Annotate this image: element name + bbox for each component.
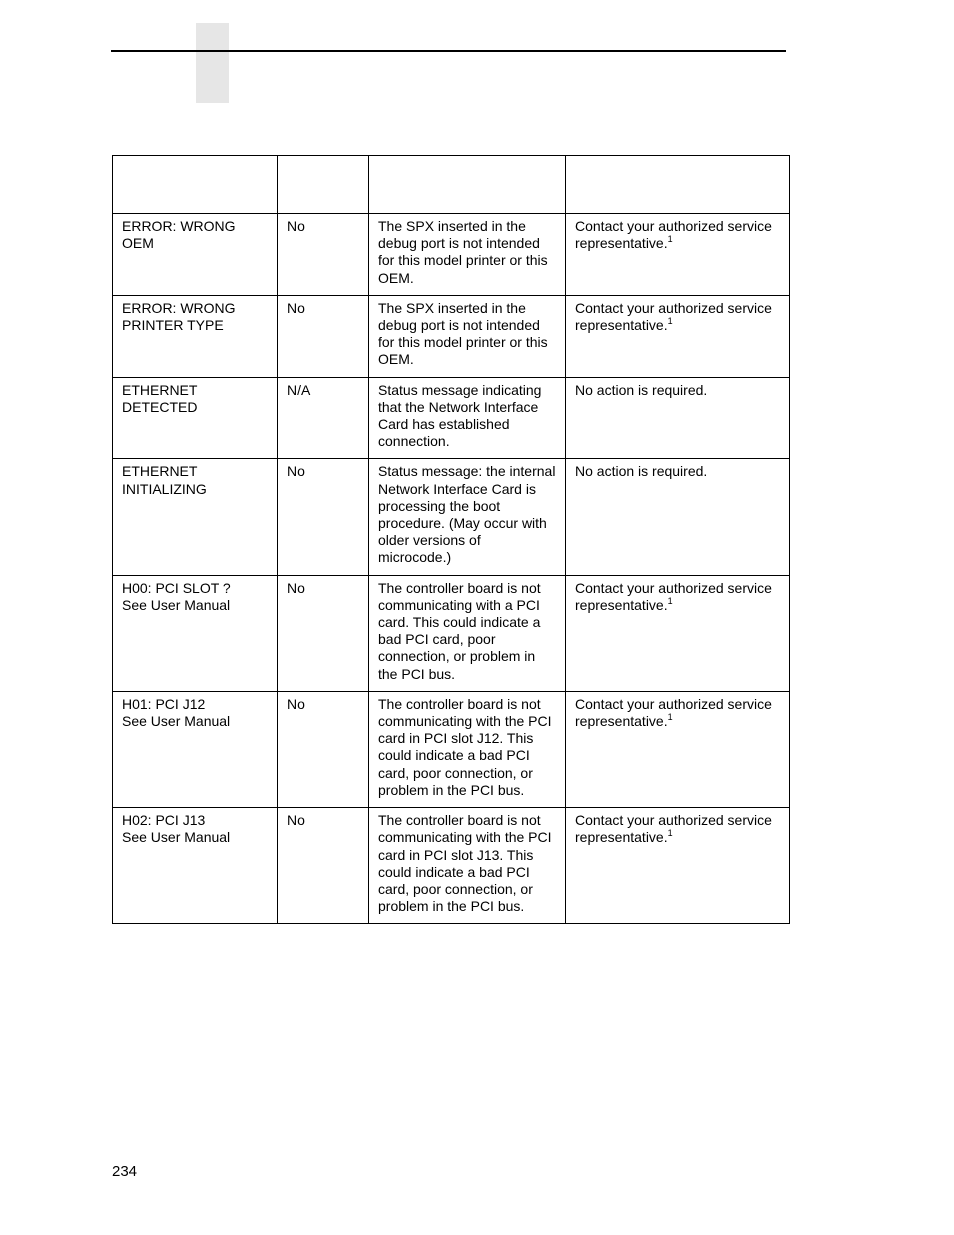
- message-line: ERROR: WRONG: [122, 299, 236, 316]
- header-rule: [111, 50, 786, 52]
- action-cell: [566, 459, 790, 575]
- explanation-cell: The SPX inserted in the debug port is not intended for this model printer or this OEM.: [369, 214, 566, 296]
- table-row: [113, 295, 790, 377]
- table-row: [113, 214, 790, 296]
- action-text: No action is required.: [575, 463, 708, 480]
- explanation-cell: Status message indicating that the Network Interface Card has established connection.: [369, 377, 566, 459]
- footnote-marker: 1: [667, 712, 673, 723]
- action-cell: [566, 377, 790, 459]
- action-cell: [566, 808, 790, 924]
- error-message-table: [112, 155, 790, 924]
- table-header-row: [113, 156, 790, 214]
- action-cell: [566, 295, 790, 377]
- table-row: [113, 459, 790, 575]
- displayed-cell: No: [278, 808, 369, 924]
- message-line: OEM: [122, 235, 154, 252]
- header-cell-displayed: [278, 156, 369, 214]
- action-text: Contact your authorized service representative.: [575, 218, 772, 252]
- message-cell: [113, 295, 278, 377]
- message-line: ERROR: WRONG: [122, 218, 236, 234]
- chapter-tab: [196, 23, 229, 103]
- action-cell: [566, 575, 790, 691]
- message-line: See User Manual: [122, 596, 231, 613]
- footnote-marker: 1: [667, 316, 673, 327]
- action-text: Contact your authorized service representative.: [575, 812, 772, 846]
- message-line: H02: PCI J13: [122, 812, 206, 829]
- message-cell: [113, 691, 278, 807]
- table-row: [113, 691, 790, 807]
- action-text: Contact your authorized service representative.: [575, 579, 772, 613]
- page-number: 234: [112, 1163, 138, 1180]
- explanation-cell: Status message: the internal Network Interface Card is processing the boot procedure. (May occur with older versions of microcode.): [369, 459, 566, 575]
- action-text: Contact your authorized service representative.: [575, 695, 772, 730]
- footnote-marker: 1: [667, 595, 673, 606]
- message-cell: [113, 377, 278, 459]
- message-line: See User Manual: [122, 713, 231, 730]
- message-line: H00: PCI SLOT ?: [122, 579, 231, 596]
- action-text: No action is required.: [575, 381, 708, 398]
- displayed-cell: No: [278, 691, 369, 807]
- message-cell: [113, 459, 278, 575]
- message-line: H01: PCI J12: [122, 695, 206, 712]
- header-cell-explanation: [369, 156, 566, 214]
- explanation-cell: The controller board is not communicating with a PCI card. This could indicate a bad PCI card, poor connection, or problem in the PCI bus.: [369, 575, 566, 691]
- message-line: DETECTED: [122, 398, 198, 415]
- table-row: [113, 377, 790, 459]
- displayed-cell: No: [278, 214, 369, 296]
- explanation-cell: The controller board is not communicating with the PCI card in PCI slot J13. This could indicate a bad PCI card, poor connection, or problem in the PCI bus.: [369, 808, 566, 924]
- header-cell-message: [113, 156, 278, 214]
- message-line: ETHERNET: [122, 463, 198, 480]
- displayed-cell: No: [278, 295, 369, 377]
- message-cell: [113, 575, 278, 691]
- footnote-marker: 1: [667, 828, 673, 839]
- displayed-cell: No: [278, 459, 369, 575]
- table-row: [113, 575, 790, 691]
- action-cell: [566, 214, 790, 296]
- explanation-cell: The SPX inserted in the debug port is not intended for this model printer or this OEM.: [369, 295, 566, 377]
- message-line: ETHERNET: [122, 381, 198, 398]
- displayed-cell: N/A: [278, 377, 369, 459]
- explanation-cell: The controller board is not communicating with the PCI card in PCI slot J12. This could indicate a bad PCI card, poor connection, or problem in the PCI bus.: [369, 691, 566, 807]
- action-cell: [566, 691, 790, 807]
- message-line: INITIALIZING: [122, 480, 207, 497]
- message-line: See User Manual: [122, 829, 231, 846]
- footnote-marker: 1: [667, 234, 673, 245]
- header-cell-action: [566, 156, 790, 214]
- action-text: Contact your authorized service representative.: [575, 299, 772, 334]
- table-row: [113, 808, 790, 924]
- displayed-cell: No: [278, 575, 369, 691]
- message-cell: [113, 214, 278, 296]
- message-line: PRINTER TYPE: [122, 317, 224, 334]
- message-cell: [113, 808, 278, 924]
